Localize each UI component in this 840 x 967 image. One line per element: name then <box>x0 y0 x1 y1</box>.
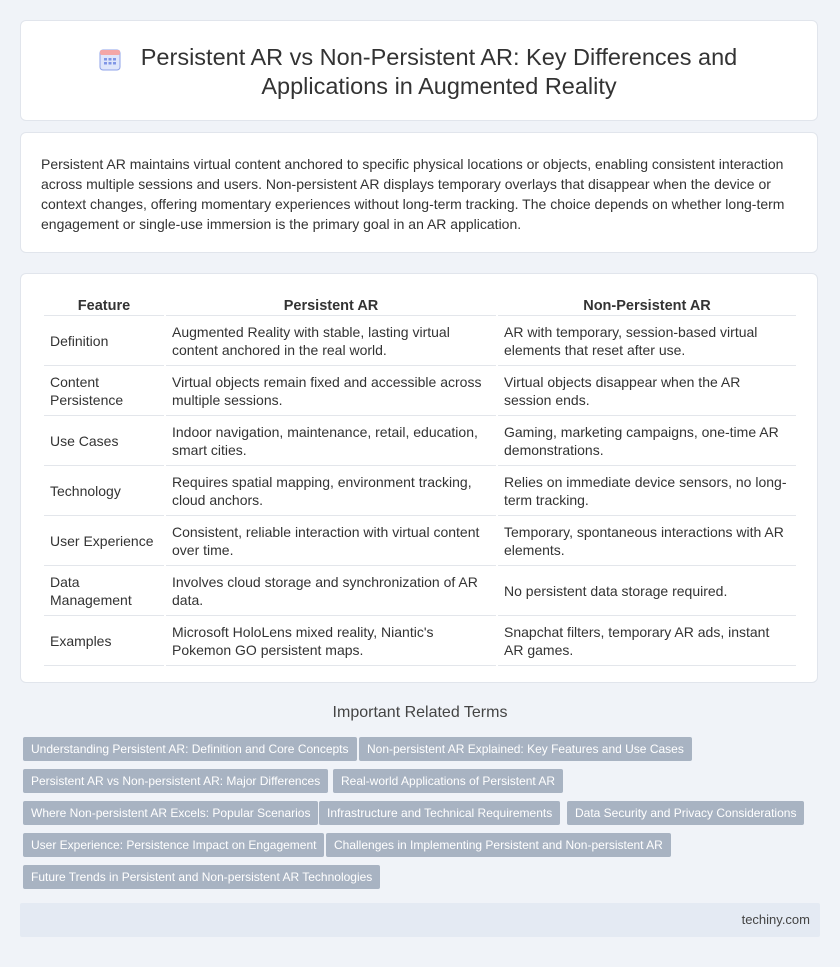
row-persistent: Involves cloud storage and synchronization of AR data. <box>166 568 496 616</box>
page-title: Persistent AR vs Non-Persistent AR: Key Differences and Applications in Augmented Reality <box>140 44 738 99</box>
related-term-link[interactable]: Non-persistent AR Explained: Key Features and Use Cases <box>359 737 692 761</box>
related-term-link[interactable]: User Experience: Persistence Impact on Engagement <box>23 833 324 857</box>
header-persistent-ar: Persistent AR <box>166 293 496 316</box>
row-non-persistent: Snapchat filters, temporary AR ads, instant AR games. <box>498 618 796 666</box>
row-persistent: Indoor navigation, maintenance, retail, education, smart cities. <box>166 418 496 466</box>
row-non-persistent: Virtual objects disappear when the AR session ends. <box>498 368 796 416</box>
intro-paragraph: Persistent AR maintains virtual content anchored to specific physical locations or objects, enabling consistent interaction across multiple sessions and users. Non-persistent AR displays temporary overlays that disappear when the device or context changes, offering momentary experiences without long-term tracking. The choice depends on whether long-term engagement or single-use immersion is the primary goal in an AR application. <box>41 156 785 232</box>
header-feature: Feature <box>44 293 164 316</box>
related-term-link[interactable]: Challenges in Implementing Persistent and Non-persistent AR <box>326 833 671 857</box>
row-non-persistent: Temporary, spontaneous interactions with AR elements. <box>498 518 796 566</box>
table-row <box>44 618 796 666</box>
table-row <box>44 318 796 366</box>
related-term-link[interactable]: Where Non-persistent AR Excels: Popular Scenarios <box>23 801 318 825</box>
row-feature: User Experience <box>44 518 164 566</box>
row-persistent: Virtual objects remain fixed and accessible across multiple sessions. <box>166 368 496 416</box>
related-term-link[interactable]: Real-world Applications of Persistent AR <box>333 769 563 793</box>
related-term-link[interactable]: Persistent AR vs Non-persistent AR: Major Differences <box>23 769 328 793</box>
related-term-link[interactable]: Future Trends in Persistent and Non-persistent AR Technologies <box>23 865 380 889</box>
row-feature: Data Management <box>44 568 164 616</box>
title-card <box>20 20 818 121</box>
table-row <box>44 568 796 616</box>
footer-site[interactable]: techiny.com <box>741 912 810 927</box>
row-non-persistent: Relies on immediate device sensors, no long-term tracking. <box>498 468 796 516</box>
comparison-card <box>20 273 818 683</box>
row-non-persistent: Gaming, marketing campaigns, one-time AR demonstrations. <box>498 418 796 466</box>
related-term-link[interactable]: Infrastructure and Technical Requirements <box>319 801 560 825</box>
row-feature: Technology <box>44 468 164 516</box>
row-non-persistent: AR with temporary, session-based virtual elements that reset after use. <box>498 318 796 366</box>
row-persistent: Requires spatial mapping, environment tracking, cloud anchors. <box>166 468 496 516</box>
table-row <box>44 418 796 466</box>
row-persistent: Consistent, reliable interaction with virtual content over time. <box>166 518 496 566</box>
row-feature: Content Persistence <box>44 368 164 416</box>
related-term-link[interactable]: Data Security and Privacy Considerations <box>567 801 804 825</box>
row-non-persistent: No persistent data storage required. <box>498 568 796 616</box>
footer <box>20 903 820 937</box>
intro-card <box>20 132 818 253</box>
related-terms-title: Important Related Terms <box>332 704 508 721</box>
header-non-persistent-ar: Non-Persistent AR <box>498 293 796 316</box>
row-feature: Use Cases <box>44 418 164 466</box>
table-row <box>44 468 796 516</box>
table-row <box>44 518 796 566</box>
row-feature: Examples <box>44 618 164 666</box>
row-persistent: Microsoft HoloLens mixed reality, Niantic's Pokemon GO persistent maps. <box>166 618 496 666</box>
row-feature: Definition <box>44 318 164 366</box>
table-header-row <box>44 293 796 316</box>
comparison-table <box>42 291 798 668</box>
row-persistent: Augmented Reality with stable, lasting virtual content anchored in the real world. <box>166 318 496 366</box>
related-term-link[interactable]: Understanding Persistent AR: Definition and Core Concepts <box>23 737 357 761</box>
table-row <box>44 368 796 416</box>
